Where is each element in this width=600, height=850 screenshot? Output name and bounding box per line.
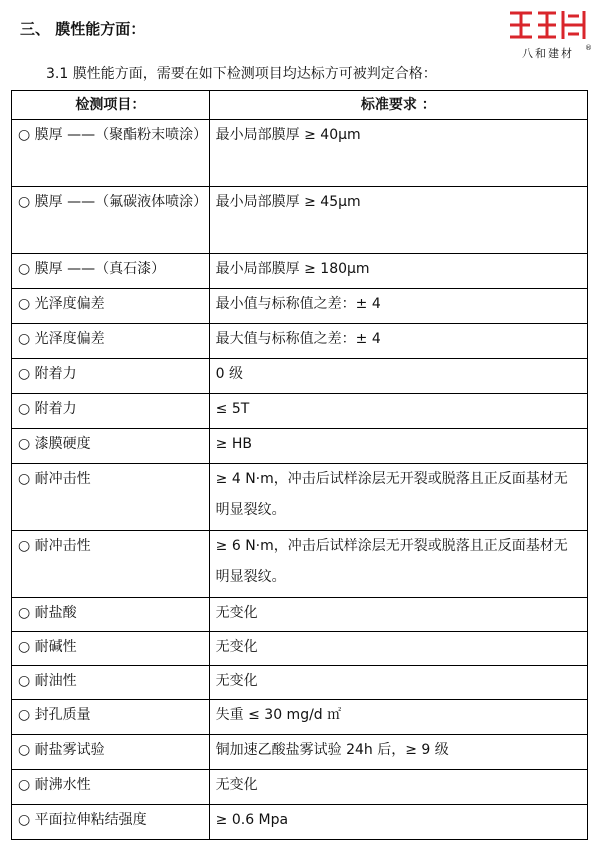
row-item: ○ 光泽度偏差 [12,324,210,359]
intro-text: 3.1 膜性能方面，需要在如下检测项目均达标方可被判定合格： [46,66,437,82]
table-row [12,700,588,735]
row-item: ○ 耐冲击性 [12,531,210,598]
row-standard: 无变化 [209,770,587,805]
table-row [12,429,588,464]
table-row [12,324,588,359]
table-row [12,464,588,531]
row-item: ○ 附着力 [12,394,210,429]
row-standard: 无变化 [209,632,587,666]
table-row [12,598,588,632]
table-row [12,289,588,324]
row-item: ○ 耐碱性 [12,632,210,666]
row-standard: ≤ 5T [209,394,587,429]
row-standard: 最小局部膜厚 ≥ 180μm [209,254,587,289]
row-item: ○ 耐沸水性 [12,770,210,805]
row-standard: ≥ 4 N·m，冲击后试样涂层无开裂或脱落且正反面基材无明显裂纹。 [209,464,587,531]
table-row [12,632,588,666]
table-row [12,805,588,840]
table-row [12,120,588,187]
row-standard: 0 级 [209,359,587,394]
row-standard: 最大值与标称值之差：± 4 [209,324,587,359]
row-item: ○ 膜厚 ——（聚酯粉末喷涂） [12,120,210,187]
row-item: ○ 耐油性 [12,666,210,700]
registered-mark: ® [585,44,592,52]
row-standard: ≥ HB [209,429,587,464]
row-standard: 无变化 [209,666,587,700]
row-standard: 失重 ≤ 30 mg/d ㎡ [209,700,587,735]
table-row [12,531,588,598]
section-title: 三、 膜性能方面： [20,20,146,38]
row-item: ○ 耐盐酸 [12,598,210,632]
row-item: ○ 耐盐雾试验 [12,735,210,770]
row-item: ○ 光泽度偏差 [12,289,210,324]
row-standard: 无变化 [209,598,587,632]
table-row [12,770,588,805]
row-item: ○ 平面拉伸粘结强度 [12,805,210,840]
row-standard: ≥ 0.6 Mpa [209,805,587,840]
table-row [12,254,588,289]
row-standard: 铜加速乙酸盐雾试验 24h 后，≥ 9 级 [209,735,587,770]
row-standard: ≥ 6 N·m，冲击后试样涂层无开裂或脱落且正反面基材无明显裂纹。 [209,531,587,598]
row-standard: 最小值与标称值之差：± 4 [209,289,587,324]
table-row [12,359,588,394]
company-logo [506,8,592,60]
row-item: ○ 膜厚 ——（氟碳液体喷涂） [12,187,210,254]
table-row [12,394,588,429]
row-item: ○ 膜厚 ——（真石漆） [12,254,210,289]
table-row [12,735,588,770]
row-item: ○ 封孔质量 [12,700,210,735]
row-standard: 最小局部膜厚 ≥ 40μm [209,120,587,187]
logo-text: 八和建材 [522,47,574,60]
requirements-table [11,90,588,840]
row-item: ○ 漆膜硬度 [12,429,210,464]
row-item: ○ 附着力 [12,359,210,394]
header-item: 检测项目： [12,91,210,120]
row-item: ○ 耐冲击性 [12,464,210,531]
table-row [12,187,588,254]
header-standard: 标准要求 ： [209,91,587,120]
logo-mark-icon [506,8,588,44]
table-header-row [12,91,588,120]
row-standard: 最小局部膜厚 ≥ 45μm [209,187,587,254]
table-row [12,666,588,700]
